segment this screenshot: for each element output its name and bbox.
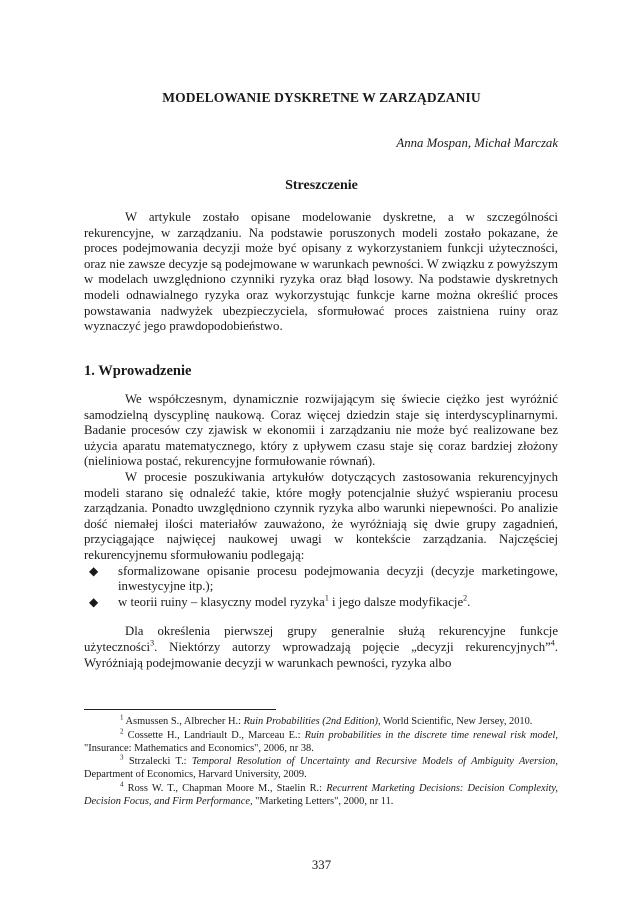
- footnote-text: , Department of Economics, Harvard University, 2009.: [84, 756, 558, 781]
- list-item-text: sformalizowane opisanie procesu podejmowania decyzji (decyzje marketingowe, inwestycyjne itp.);: [118, 563, 558, 594]
- abstract-heading: Streszczenie: [285, 178, 358, 193]
- footnote-text: , World Scientific, New Jersey, 2010.: [377, 716, 533, 727]
- footnote-2: [84, 727, 558, 756]
- page-number: 337: [311, 858, 332, 872]
- list-item-text: i jego dalsze modyfikacje: [328, 594, 464, 609]
- list-item: [84, 564, 558, 595]
- footnote-text: , "Marketing Letters", 2000, nr 11.: [249, 795, 394, 807]
- footnote-text: , "Insurance: Mathematics and Economics", 2006, nr 38.: [84, 729, 558, 754]
- footnote-title: Recurrent Marketing Decisions: Decision Complexity, Decision Focus, and Firm Performance: [84, 782, 558, 807]
- footnote-title: Temporal Resolution of Uncertainty and Recursive Models of Ambiguity Aversion: [191, 756, 556, 768]
- footnote-4: [84, 780, 558, 809]
- footnote-mark: 1: [120, 713, 124, 722]
- footnote-ref-1[interactable]: 1: [324, 593, 329, 603]
- introduction-body: [84, 392, 558, 671]
- footnote-title: Ruin Probabilities (2nd Edition): [243, 716, 378, 727]
- footnote-ref-4[interactable]: 4: [550, 638, 555, 648]
- article-title: MODELOWANIE DYSKRETNE W ZARZĄDZANIU: [162, 90, 481, 105]
- footnote-separator: [84, 709, 276, 710]
- footnote-text: Strzalecki T.:: [128, 756, 192, 768]
- footnote-mark: 2: [120, 727, 124, 736]
- paragraph-text: . Wyróżniają podejmowanie decyzji w warunkach pewności, ryzyka albo: [84, 639, 558, 670]
- footnote-mark: 4: [120, 780, 124, 789]
- diamond-bullet-icon: ◆: [89, 594, 99, 609]
- bullet-list: [84, 564, 558, 611]
- footnote-text: Ross W. T., Chapman Moore M., Staelin R.:: [127, 782, 327, 794]
- abstract-text: W artykule zostało opisane modelowanie dyskretne, a w szczególności rekurencyjne, w zarządzaniu. Na podstawie poruszonych modeli zostało pokazane, że proces podejmowania decyzji może być opisany z wykorzystaniem funkcji użyteczności, oraz nie zawsze decyzje są podejmowane w warunkach pewności. W związku z powyższym w modelach uwzględniono czynniki ryzyka oraz błąd losowy. Na podstawie dyskretnych modeli odnawialnego ryzyka oraz wykorzystując funkcje karne można określić proces powstawania nadwyżek ubezpieczyciela, sformułować proces zaistniena ruiny oraz wyznaczyć jego prawdopodobieństwo.: [84, 210, 558, 334]
- footnote-title: Ruin probabilities in the discrete time renewal risk model: [304, 729, 556, 741]
- paragraph-text: Dla określenia pierwszej grupy generalnie służą rekurencyjne funkcje użyteczności: [84, 624, 558, 654]
- footnote-ref-3[interactable]: 3: [150, 638, 155, 648]
- list-item-text: .: [467, 594, 471, 609]
- list-item: [84, 595, 558, 611]
- section-heading-introduction: 1. Wprowadzenie: [84, 363, 192, 379]
- footnotes: [84, 713, 558, 810]
- intro-paragraph-2: W procesie poszukiwania artykułów dotyczących zastosowania rekurencyjnych modeli starano się odnaleźć takie, które mogły potencjalnie służyć wspieraniu procesu zarządzania. Ponadto uwzględniono czynnik ryzyka albo warunki niepewności. Po analizie dość niemałej ilości materiałów zauważono, że wyróżniają się dwie grupy zagadnień, przyciągające najwięcej naukowej uwagi w kontekście zarządzania. Najczęściej rekurencyjnemu sformułowaniu podlegają:: [84, 469, 558, 562]
- footnote-text: Asmussen S., Albrecher H.:: [125, 716, 244, 727]
- footnote-mark: 3: [120, 753, 124, 762]
- intro-paragraph-1: We współczesnym, dynamicznie rozwijającym się świecie ciężko jest wyróżnić samodzielną dyscyplinę naukową. Coraz więcej dziedzin staje się interdyscyplinarnymi. Badanie procesów czy zjawisk w ekonomii i zarządzaniu nie może być realizowane bez użycia aparatu matematycznego, który z upływem czasu staje się coraz bardziej złożony (nieliniowa postać, rekurencyjne formułowanie równań).: [84, 392, 558, 469]
- paragraph-text: . Niektórzy autorzy wprowadzają pojęcie „decyzji rekurencyjnych”: [154, 639, 551, 654]
- intro-paragraph-3: [84, 624, 558, 671]
- list-item-text: w teorii ruiny – klasyczny model ryzyka: [118, 594, 325, 609]
- paragraph-gap: [84, 610, 558, 624]
- footnote-1: [84, 713, 558, 729]
- footnote-ref-2[interactable]: 2: [463, 593, 468, 603]
- diamond-bullet-icon: ◆: [89, 563, 99, 578]
- footnote-3: [84, 753, 558, 782]
- footnote-text: Cossette H., Landriault D., Marceau E.:: [127, 729, 305, 741]
- article-authors: Anna Mospan, Michał Marczak: [396, 136, 558, 150]
